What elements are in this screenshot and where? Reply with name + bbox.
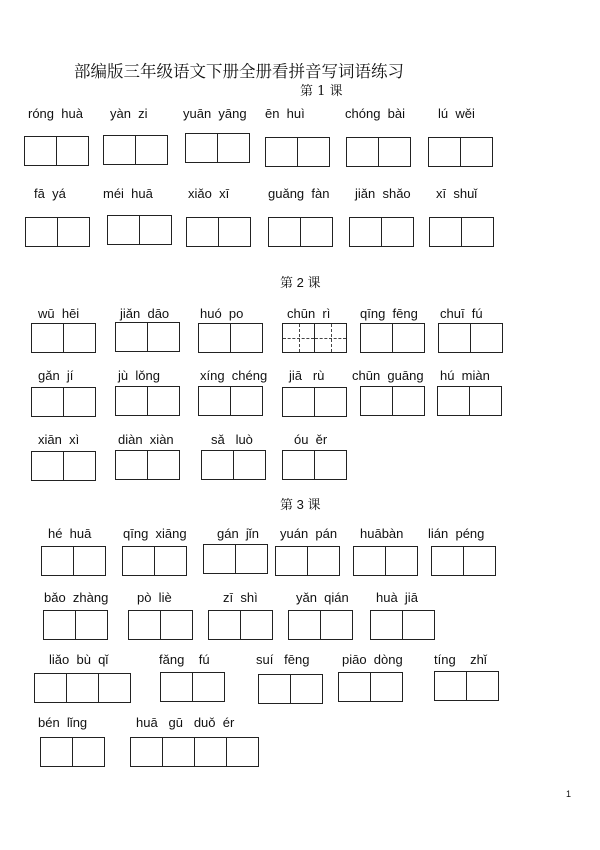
character-writing-box[interactable] [291,674,323,704]
answer-boxes [428,137,493,167]
answer-boxes [203,544,268,574]
character-writing-box[interactable] [201,450,234,480]
character-writing-box[interactable] [461,137,493,167]
character-writing-box[interactable] [64,387,96,417]
character-writing-box[interactable] [74,546,106,576]
character-writing-box[interactable] [115,450,148,480]
answer-boxes [115,450,180,480]
answer-boxes [31,387,96,417]
character-writing-box[interactable] [265,137,298,167]
character-writing-box[interactable] [161,610,193,640]
lesson-2-heading: 第 2 课 [280,275,321,290]
character-writing-box[interactable] [219,217,251,247]
answer-boxes [160,672,225,702]
character-writing-box[interactable] [198,386,231,416]
character-writing-box[interactable] [130,737,163,767]
pinyin-label: róng huà [28,106,83,121]
pinyin-label: xī shuǐ [436,186,478,201]
answer-boxes [429,217,494,247]
character-writing-box[interactable] [128,610,161,640]
answer-boxes [282,387,347,417]
character-writing-box[interactable] [386,546,418,576]
answer-boxes [43,610,108,640]
character-writing-box[interactable] [431,546,464,576]
character-writing-box[interactable] [467,671,499,701]
character-writing-box[interactable] [107,215,140,245]
answer-boxes [31,451,96,481]
answer-boxes [258,674,323,704]
character-writing-box[interactable] [393,386,425,416]
character-writing-box[interactable] [315,323,347,353]
character-writing-box[interactable] [462,217,494,247]
character-writing-box[interactable] [437,386,470,416]
answer-boxes [34,673,131,703]
character-writing-box[interactable] [360,386,393,416]
character-writing-box[interactable] [73,737,105,767]
answer-boxes [198,386,263,416]
character-writing-box[interactable] [185,133,218,163]
answer-boxes [31,323,96,353]
answer-boxes [275,546,340,576]
lesson-3-heading: 第 3 课 [280,497,321,512]
answer-boxes [25,217,90,247]
character-writing-box[interactable] [353,546,386,576]
character-writing-box[interactable] [429,217,462,247]
pinyin-label: fǎng fú [159,652,210,667]
character-writing-box[interactable] [403,610,435,640]
pinyin-label: suí fēng [256,652,310,667]
pinyin-label: fā yá [34,186,66,201]
character-writing-box[interactable] [195,737,227,767]
character-writing-box[interactable] [163,737,195,767]
character-writing-box[interactable] [155,546,187,576]
pinyin-label: tíng zhǐ [434,652,487,667]
answer-boxes [434,671,499,701]
character-writing-box[interactable] [40,737,73,767]
pinyin-label: liǎo bù qǐ [49,652,109,667]
pinyin-label: qīng xiāng [123,526,187,541]
answer-boxes [268,217,333,247]
pinyin-label: hú miàn [440,368,490,383]
pinyin-label: bǎo zhàng [44,590,109,605]
pinyin-label: piāo dòng [342,652,403,667]
character-writing-box[interactable] [438,323,471,353]
page-number: 1 [566,789,572,799]
character-writing-box[interactable] [282,323,315,353]
pinyin-label: yuán pán [280,526,338,541]
pinyin-label: huó po [200,306,244,321]
answer-boxes [282,450,347,480]
pinyin-label: gǎn jí [38,368,74,383]
character-writing-box[interactable] [64,451,96,481]
answer-boxes [338,672,403,702]
character-writing-box[interactable] [346,137,379,167]
pinyin-label: óu ěr [294,432,328,447]
pinyin-label: chuī fú [440,306,483,321]
character-writing-box[interactable] [349,217,382,247]
character-writing-box[interactable] [140,215,172,245]
character-writing-box[interactable] [308,546,340,576]
character-writing-box[interactable] [203,544,236,574]
answer-boxes [349,217,414,247]
pinyin-label: yǎn qián [296,590,349,605]
character-writing-box[interactable] [321,610,353,640]
character-writing-box[interactable] [241,610,273,640]
character-writing-box[interactable] [115,386,148,416]
character-writing-box[interactable] [258,674,291,704]
pinyin-label: lián péng [428,526,485,541]
answer-boxes [103,135,168,165]
character-writing-box[interactable] [160,672,193,702]
character-writing-box[interactable] [218,133,250,163]
character-writing-box[interactable] [43,610,76,640]
character-writing-box[interactable] [193,672,225,702]
character-writing-box[interactable] [136,135,168,165]
pinyin-label: chóng bài [345,106,405,121]
answer-boxes [198,323,263,353]
character-writing-box[interactable] [31,451,64,481]
pinyin-label: hé huā [48,526,92,541]
pinyin-label: huà jiā [376,590,418,605]
character-writing-box[interactable] [382,217,414,247]
character-writing-box[interactable] [360,323,393,353]
character-writing-box[interactable] [186,217,219,247]
answer-boxes [208,610,273,640]
answer-boxes [265,137,330,167]
character-writing-box[interactable] [234,450,266,480]
answer-boxes [24,136,89,166]
pinyin-label: lú wěi [438,106,475,121]
pinyin-label: diàn xiàn [118,432,174,447]
answer-boxes [360,386,425,416]
answer-boxes [360,323,425,353]
character-writing-box[interactable] [25,217,58,247]
pinyin-label: gán jǐn [217,526,259,541]
pinyin-label: yàn zi [110,106,148,121]
answer-boxes [115,386,180,416]
character-writing-box[interactable] [148,322,180,352]
character-writing-box[interactable] [464,546,496,576]
character-writing-box[interactable] [370,610,403,640]
pinyin-label: guǎng fàn [268,186,330,201]
character-writing-box[interactable] [148,386,180,416]
character-writing-box[interactable] [471,323,503,353]
answer-boxes [40,737,105,767]
pinyin-label: sǎ luò [211,432,253,447]
character-writing-box[interactable] [288,610,321,640]
character-writing-box[interactable] [470,386,502,416]
character-writing-box[interactable] [67,673,99,703]
character-writing-box[interactable] [24,136,57,166]
answer-boxes [130,737,259,767]
character-writing-box[interactable] [41,546,74,576]
pinyin-label: jiā rù [289,368,325,383]
character-writing-box[interactable] [34,673,67,703]
character-writing-box[interactable] [282,450,315,480]
character-writing-box[interactable] [208,610,241,640]
answer-boxes [438,323,503,353]
pinyin-label: jù lǒng [118,368,160,383]
answer-boxes [370,610,435,640]
pinyin-label: ēn huì [265,106,305,121]
pinyin-label: chūn rì [287,306,331,321]
pinyin-label: wū hēi [38,306,80,321]
answer-boxes [122,546,187,576]
answer-boxes [346,137,411,167]
character-writing-box[interactable] [282,387,315,417]
pinyin-label: qīng fēng [360,306,418,321]
character-writing-box[interactable] [379,137,411,167]
answer-boxes [201,450,266,480]
character-writing-box[interactable] [275,546,308,576]
answer-boxes [41,546,106,576]
answer-boxes [353,546,418,576]
character-writing-box[interactable] [231,323,263,353]
pinyin-label: yuān yāng [183,106,247,121]
character-writing-box[interactable] [236,544,268,574]
answer-boxes [288,610,353,640]
character-writing-box[interactable] [298,137,330,167]
answer-boxes [107,215,172,245]
answer-boxes [282,323,347,353]
pinyin-label: xiǎo xī [188,186,230,201]
character-writing-box[interactable] [57,136,89,166]
character-writing-box[interactable] [76,610,108,640]
answer-boxes [115,322,180,352]
character-writing-box[interactable] [301,217,333,247]
character-writing-box[interactable] [393,323,425,353]
character-writing-box[interactable] [148,450,180,480]
pinyin-label: méi huā [103,186,153,201]
pinyin-label: zī shì [223,590,258,605]
character-writing-box[interactable] [268,217,301,247]
pinyin-label: xíng chéng [200,368,268,383]
character-writing-box[interactable] [315,387,347,417]
character-writing-box[interactable] [198,323,231,353]
character-writing-box[interactable] [371,672,403,702]
lesson-1-heading: 第 1 课 [300,84,343,99]
character-writing-box[interactable] [31,387,64,417]
character-writing-box[interactable] [338,672,371,702]
character-writing-box[interactable] [227,737,259,767]
character-writing-box[interactable] [115,322,148,352]
character-writing-box[interactable] [428,137,461,167]
pinyin-label: jiǎn shǎo [355,186,411,201]
answer-boxes [186,217,251,247]
character-writing-box[interactable] [231,386,263,416]
page-title: 部编版三年级语文下册全册看拼音写词语练习 [74,62,404,81]
answer-boxes [128,610,193,640]
character-writing-box[interactable] [31,323,64,353]
character-writing-box[interactable] [434,671,467,701]
pinyin-label: huābàn [360,526,404,541]
pinyin-label: chūn guāng [352,368,424,383]
character-writing-box[interactable] [103,135,136,165]
character-writing-box[interactable] [122,546,155,576]
character-writing-box[interactable] [99,673,131,703]
pinyin-label: xiān xì [38,432,80,447]
answer-boxes [437,386,502,416]
answer-boxes [431,546,496,576]
pinyin-label: huā gū duǒ ér [136,715,235,730]
character-writing-box[interactable] [64,323,96,353]
character-writing-box[interactable] [58,217,90,247]
pinyin-label: bén lǐng [38,715,88,730]
character-writing-box[interactable] [315,450,347,480]
pinyin-label: pò liè [137,590,172,605]
answer-boxes [185,133,250,163]
pinyin-label: jiǎn dāo [120,306,170,321]
